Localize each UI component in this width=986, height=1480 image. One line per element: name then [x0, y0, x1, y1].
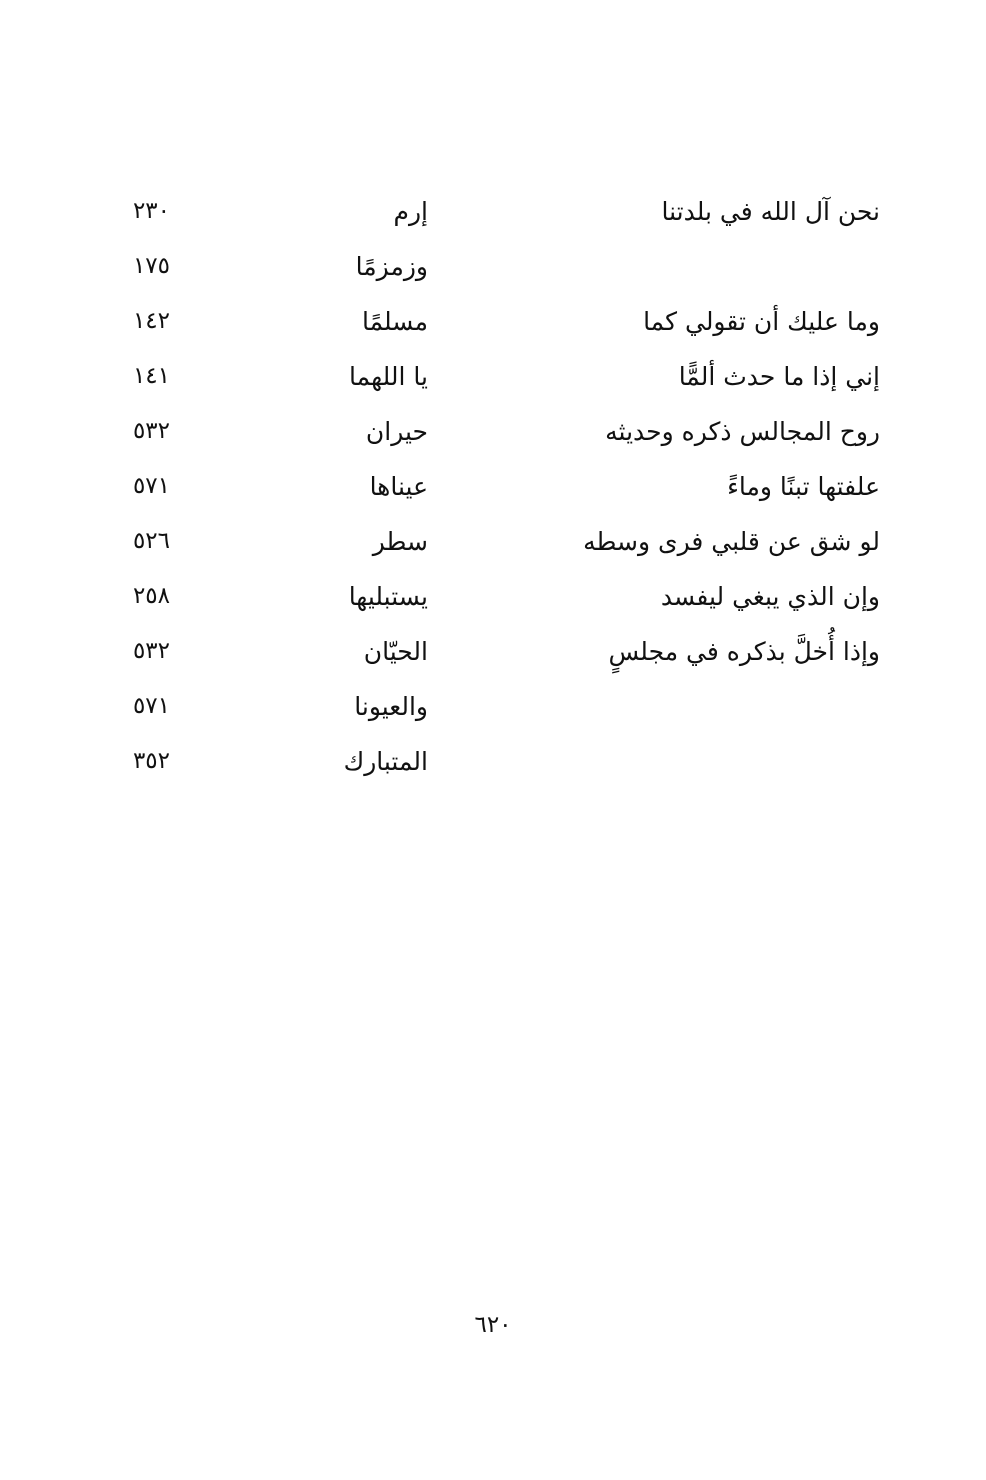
page-reference: ٢٣٠: [132, 198, 170, 224]
verse-index-table: [0, 184, 986, 789]
rhyme-word: إرم: [393, 197, 428, 226]
table-row: [0, 184, 986, 239]
verse-text: إني إذا ما حدث ألمًّا: [678, 362, 880, 391]
rhyme-word: المتبارك: [343, 747, 428, 776]
table-row: [0, 239, 986, 294]
page-reference: ٣٥٢: [132, 748, 170, 774]
table-row: [0, 459, 986, 514]
rhyme-word: الحيّان: [363, 637, 428, 666]
page-reference: ١٤٢: [132, 308, 170, 334]
page-reference: ١٤١: [132, 363, 170, 389]
rhyme-word: عيناها: [369, 472, 428, 501]
rhyme-word: حيران: [365, 417, 428, 446]
rhyme-word: والعيونا: [354, 692, 428, 721]
page-reference: ٥٣٢: [132, 418, 170, 444]
table-row: [0, 349, 986, 404]
page-reference: ١٧٥: [132, 253, 170, 279]
page-reference: ٥٧١: [132, 473, 170, 499]
verse-text: نحن آل الله في بلدتنا: [661, 197, 880, 226]
page-reference: ٥٣٢: [132, 638, 170, 664]
table-row: [0, 679, 986, 734]
page-reference: ٥٢٦: [132, 528, 170, 554]
verse-text: وإذا أُخلَّ بذكره في مجلسٍ: [608, 637, 880, 666]
table-row: [0, 514, 986, 569]
rhyme-word: يا اللهما: [349, 362, 428, 391]
table-row: [0, 624, 986, 679]
table-row: [0, 734, 986, 789]
page-reference: ٥٧١: [132, 693, 170, 719]
rhyme-word: مسلمًا: [361, 307, 428, 336]
table-row: [0, 404, 986, 459]
verse-text: علفتها تبنًا وماءً: [727, 472, 880, 501]
rhyme-word: سطر: [372, 527, 428, 556]
rhyme-word: وزمزمًا: [355, 252, 428, 281]
table-row: [0, 569, 986, 624]
verse-text: لو شق عن قلبي فرى وسطه: [583, 527, 880, 556]
rhyme-word: يستبليها: [348, 582, 428, 611]
verse-text: روح المجالس ذكره وحديثه: [605, 417, 880, 446]
table-row: [0, 294, 986, 349]
verse-text: وإن الذي يبغي ليفسد: [660, 582, 880, 611]
page-number-footer: ٦٢٠: [474, 1312, 512, 1338]
verse-text: وما عليك أن تقولي كما: [643, 307, 880, 336]
page-reference: ٢٥٨: [132, 583, 170, 609]
